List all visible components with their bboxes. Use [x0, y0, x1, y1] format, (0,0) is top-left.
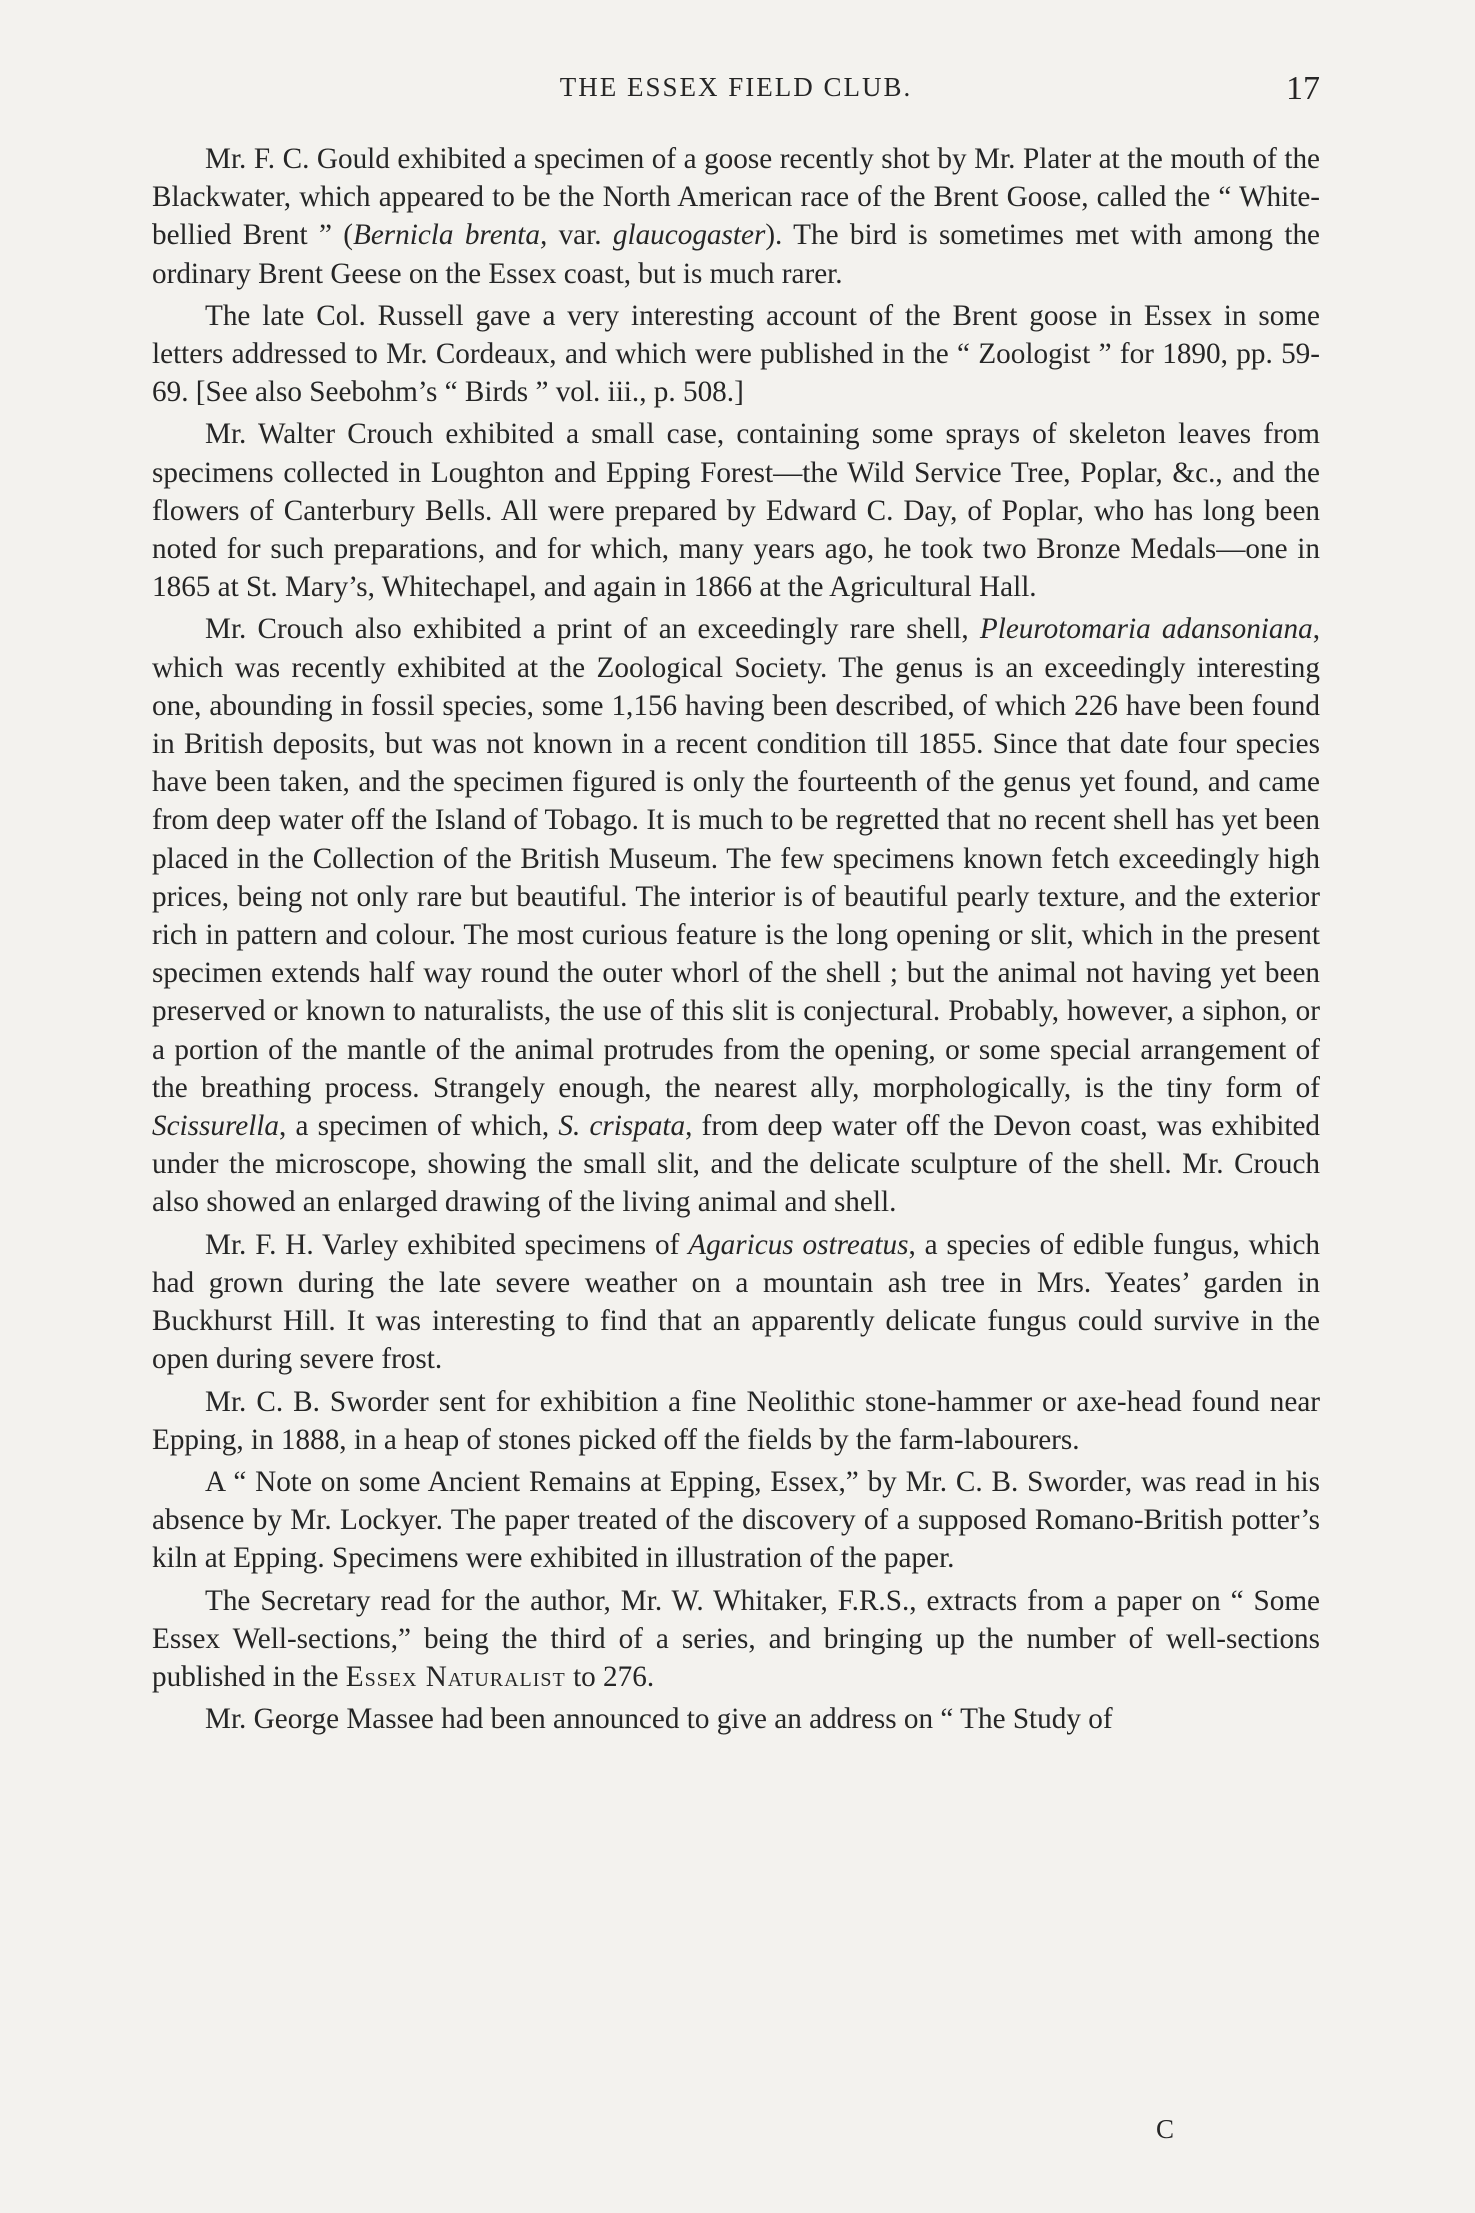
- text-run: Mr. Crouch also exhibited a print of an exceedingly rare shell,: [205, 613, 980, 646]
- text-run: Mr. F. H. Varley exhibited specimens of: [205, 1228, 689, 1261]
- text-run: The Secretary read for the author, Mr. W. Whitaker, F.R.S., extracts from a paper on “ Some Essex Well-sections,” being the third of a series, and bringing up the number of well-sections published in the: [152, 1584, 1320, 1693]
- page-number: 17: [1286, 70, 1320, 107]
- paragraph-varley-fungus: [152, 1226, 1320, 1379]
- small-caps-journal-title: Essex Naturalist: [345, 1660, 566, 1693]
- text-run: Mr. C. B. Sworder sent for exhibition a fine Neolithic stone-hammer or axe-head found near Epping, in 1888, in a heap of stones picked off the fields by the farm-labourers.: [152, 1385, 1320, 1456]
- paragraph-massee: [152, 1700, 1320, 1738]
- text-run: , a specimen of which,: [279, 1110, 559, 1143]
- paragraph-sworder-hammer: [152, 1383, 1320, 1459]
- italic-species-name: Bernicla brenta,: [352, 219, 548, 252]
- body-text: [152, 140, 1320, 1742]
- paragraph-brent-goose: [152, 140, 1320, 293]
- signature-mark: C: [1156, 2114, 1175, 2144]
- running-head: [152, 72, 1320, 112]
- text-run: var.: [547, 219, 613, 252]
- text-run: , from deep water off the Devon coast, was exhibited under the microscope, showing the small slit, and the delicate sculpture of the shell. Mr. Crouch also showed an enlarged drawing of the living animal and shell.: [152, 1110, 1320, 1219]
- running-title: THE ESSEX FIELD CLUB.: [559, 72, 913, 102]
- paragraph-well-sections: [152, 1582, 1320, 1697]
- text-run: Mr. F. C. Gould exhibited a specimen of a goose recently shot by Mr. Plater at the mouth of the Blackwater, which appeared to be the North American race of the Brent Goose, called the “ White-bellied Brent ” (: [152, 143, 1320, 252]
- paragraph-col-russell: [152, 297, 1320, 412]
- text-run: A “ Note on some Ancient Remains at Epping, Essex,” by Mr. C. B. Sworder, was read in his absence by Mr. Lockyer. The paper treated of the discovery of a supposed Romano-British potter’s kiln at Epping. Specimens were exhibited in illustration of the paper.: [152, 1465, 1320, 1575]
- text-run: ). The bird is sometimes met with among the ordinary Brent Geese on the Essex coast, but is much rarer.: [152, 219, 1320, 290]
- italic-species-name: Agaricus ostreatus: [688, 1228, 909, 1261]
- italic-species-name: Scissurella: [152, 1110, 280, 1143]
- text-run: , a species of edible fungus, which had grown during the late severe weather on a mountain ash tree in Mrs. Yeates’ garden in Buckhurst Hill. It was interesting to find that an apparently delicate fungus could survive in the open during severe frost.: [152, 1228, 1320, 1376]
- italic-species-name: Pleurotomaria adansoniana: [979, 613, 1313, 646]
- text-run: Mr. Walter Crouch exhibited a small case, containing some sprays of skeleton leaves from specimens collected in Loughton and Epping Forest—the Wild Service Tree, Poplar, &c., and the flowers of Canterbury Bells. All were prepared by Edward C. Day, of Poplar, who has long been noted for such preparations, and for which, many years ago, he took two Bronze Medals—one in 1865 at St. Mary’s, Whitechapel, and again in 1866 at the Agricultural Hall.: [152, 418, 1320, 604]
- text-run: Mr. George Massee had been announced to give an address on “ The Study of: [205, 1703, 1113, 1736]
- paragraph-walter-crouch: [152, 415, 1320, 606]
- text-run: to 276.: [565, 1660, 655, 1693]
- italic-species-name: S. crispata: [558, 1110, 686, 1143]
- text-run: The late Col. Russell gave a very interesting account of the Brent goose in Essex in some letters addressed to Mr. Cordeaux, and which were published in the “ Zoologist ” for 1890, pp. 59-69. [See also Seebohm’s “ Birds ” vol. iii., p. 508.]: [152, 299, 1320, 409]
- paragraph-epping-remains: [152, 1463, 1320, 1578]
- italic-species-name: glaucogaster: [612, 219, 766, 252]
- paragraph-pleurotomaria: [152, 610, 1320, 1221]
- text-run: , which was recently exhibited at the Zoological Society. The genus is an exceedingly interesting one, abounding in fossil species, some 1,156 having been described, of which 226 have been found in British deposits, but was not known in a recent condition till 1855. Since that date four species have been taken, and the specimen figured is only the fourteenth of the genus yet found, and came from deep water off the Island of Tobago. It is much to be regretted that no recent shell has yet been placed in the Collection of the British Museum. The few specimens known fetch exceedingly high prices, being not only rare but beautiful. The interior is of beautiful pearly texture, and the exterior rich in pattern and colour. The most curious feature is the long opening or slit, which in the present specimen extends half way round the outer whorl of the shell ; but the animal not having yet been preserved or known to naturalists, the use of this slit is conjectural. Probably, however, a siphon, or a portion of the mantle of the animal protrudes from the opening, or some special arrangement of the breathing process. Strangely enough, the nearest ally, morphologically, is the tiny form of: [152, 613, 1320, 1104]
